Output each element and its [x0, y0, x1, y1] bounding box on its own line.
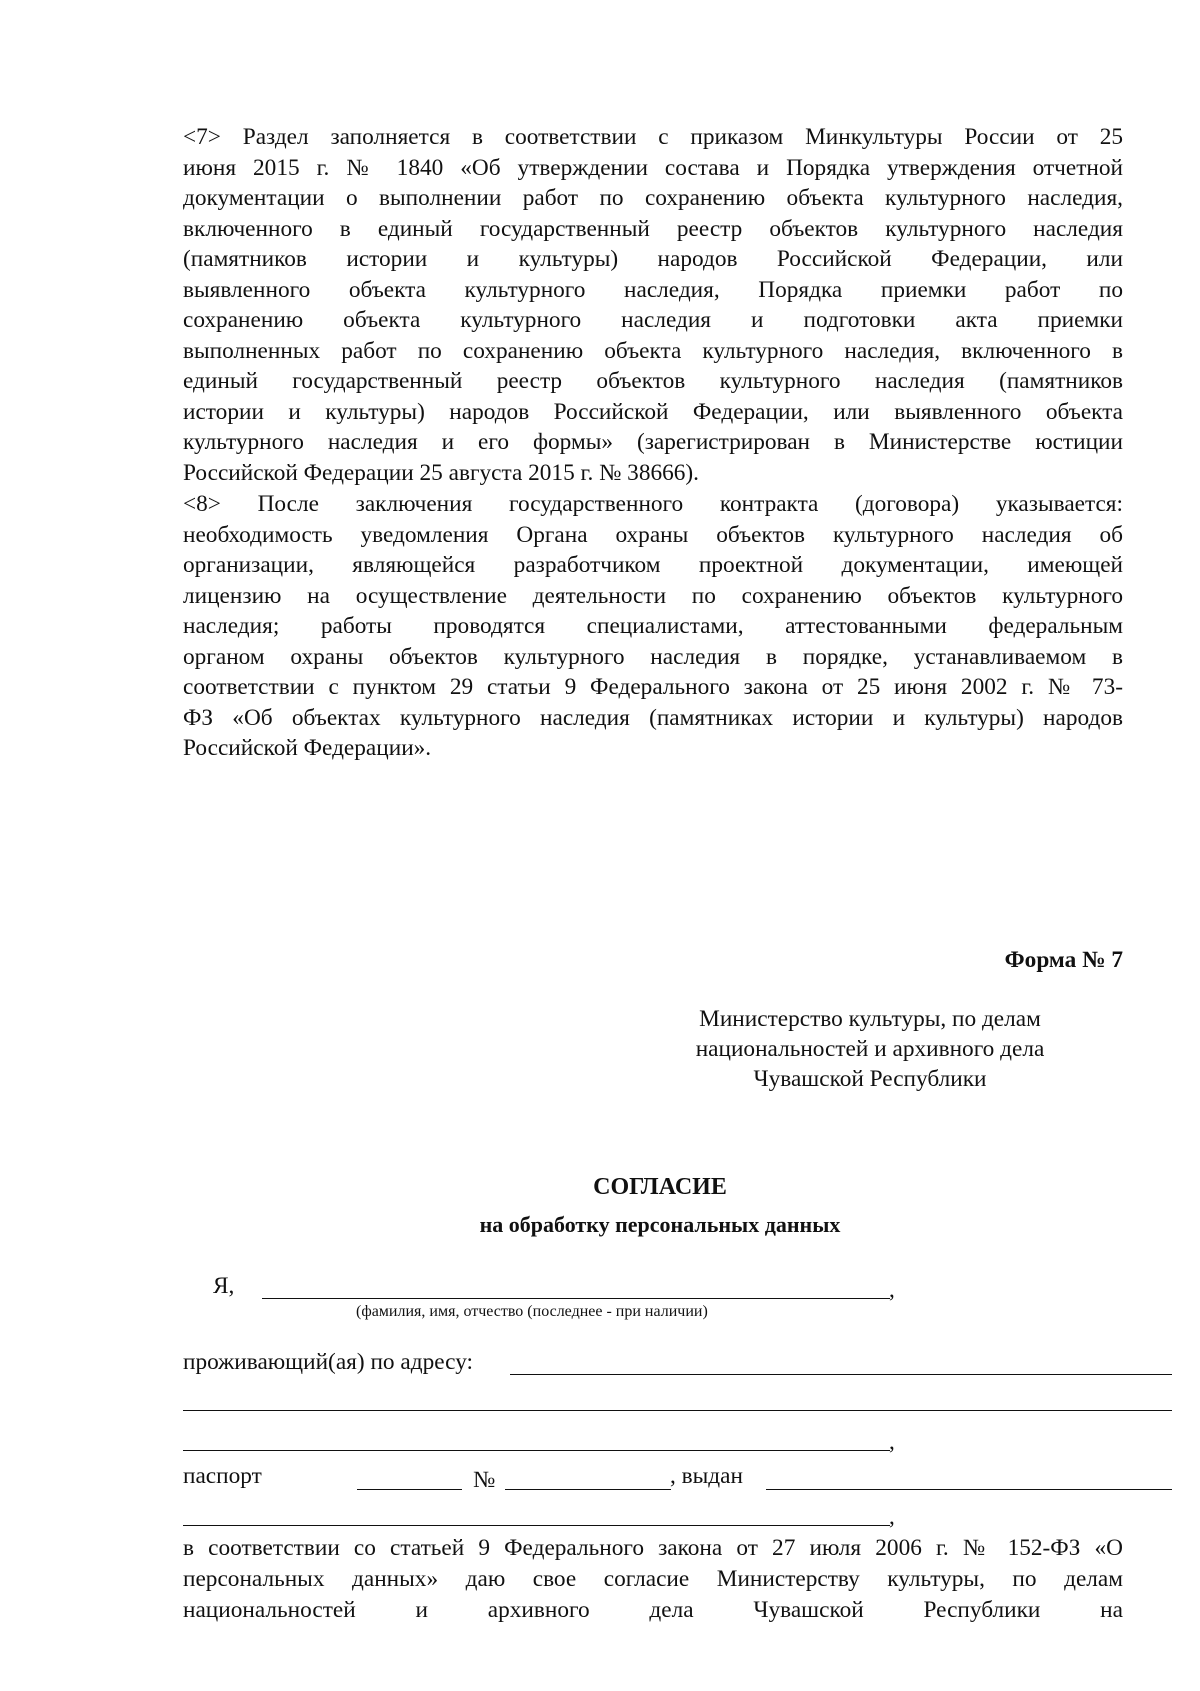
footnote-7-line: включенного в единый государственный реестр объектов культурного наследия — [183, 215, 1123, 242]
footnote-7-line: (памятников истории и культуры) народов Российской Федерации, или — [183, 246, 1123, 272]
footnote-8-line: организации, являющейся разработчиком проектной документации, имеющей — [183, 552, 1123, 578]
footnote-8-line: соответствии с пунктом 29 статьи 9 Федерального закона от 25 июня 2002 г. № 73- — [183, 674, 1123, 700]
passport-number-line[interactable] — [505, 1489, 671, 1490]
comma: , — [889, 1504, 895, 1530]
footnote-7-line: выполненных работ по сохранению объекта культурного наследия, включенного в — [183, 337, 1123, 364]
address-label: проживающий(ая) по адресу: — [183, 1349, 474, 1375]
footnote-7-line: июня 2015 г. № 1840 «Об утверждении состава и Порядка утверждения отчетной — [183, 154, 1123, 181]
footnote-7-line: единый государственный реестр объектов культурного наследия (памятников — [183, 368, 1123, 394]
footnote-7-line: культурного наследия и его формы» (зарегистрирован в Министерстве юстиции — [183, 429, 1123, 455]
addressee-line: Министерство культуры, по делам — [699, 1006, 1041, 1032]
comma: , — [889, 1429, 895, 1455]
footnote-7-line: истории и культуры) народов Российской Федерации, или выявленного объекта — [183, 398, 1123, 425]
footnote-7-line: Российской Федерации 25 августа 2015 г. № 38666). — [183, 459, 699, 486]
issued-by-line-2[interactable] — [183, 1525, 890, 1526]
footnote-7 — [183, 122, 1123, 488]
document-title: СОГЛАСИЕ — [593, 1174, 727, 1200]
passport-label: паспорт — [183, 1463, 262, 1489]
footnote-7-line: документации о выполнении работ по сохранению объекта культурного наследия, — [183, 185, 1123, 211]
footnote-7-line: выявленного объекта культурного наследия, Порядка приемки работ по — [183, 276, 1123, 303]
comma: , — [889, 1277, 895, 1303]
footnote-8-line: органом охраны объектов культурного наследия в порядке, устанавливаемом в — [183, 643, 1123, 670]
addressee-line: Чувашской Республики — [753, 1066, 987, 1092]
footnote-8-line: необходимость уведомления Органа охраны объектов культурного наследия об — [183, 521, 1123, 548]
fullname-line[interactable] — [262, 1298, 890, 1299]
consent-line: национальностей и архивного дела Чувашской Республики на — [183, 1597, 1123, 1623]
number-label: № — [473, 1467, 496, 1493]
form-number: Форма № 7 — [1004, 947, 1123, 973]
i-label: Я, — [213, 1273, 235, 1299]
consent-text — [183, 1533, 1123, 1626]
addressee-block — [670, 1004, 1070, 1094]
addressee-line: национальностей и архивного дела — [695, 1036, 1045, 1062]
name-hint: (фамилия, имя, отчество (последнее - при наличии) — [356, 1303, 708, 1320]
issued-by-line-1[interactable] — [766, 1489, 1172, 1490]
document-subtitle: на обработку персональных данных — [479, 1212, 841, 1237]
address-line-3[interactable] — [183, 1450, 890, 1451]
footnote-7-line: сохранению объекта культурного наследия и подготовки акта приемки — [183, 307, 1123, 333]
consent-line: в соответствии со статьей 9 Федерального закона от 27 июля 2006 г. № 152-ФЗ «О — [183, 1535, 1123, 1561]
passport-series-line[interactable] — [357, 1489, 462, 1490]
footnote-8-line: Российской Федерации». — [183, 735, 432, 761]
footnote-8-line: лицензию на осуществление деятельности по сохранению объектов культурного — [183, 582, 1123, 609]
footnote-8-line: ФЗ «Об объектах культурного наследия (памятниках истории и культуры) народов — [183, 704, 1123, 731]
issued-label: , выдан — [670, 1463, 743, 1489]
footnote-7-line: <7> Раздел заполняется в соответствии с приказом Минкультуры России от 25 — [183, 124, 1123, 150]
footnote-8-line: наследия; работы проводятся специалистами, аттестованными федеральным — [183, 613, 1123, 639]
footnote-8-line: <8> После заключения государственного контракта (договора) указывается: — [183, 491, 1123, 517]
address-line-1[interactable] — [510, 1374, 1172, 1375]
consent-line: персональных данных» даю свое согласие Министерству культуры, по делам — [183, 1566, 1123, 1592]
footnote-8 — [183, 489, 1123, 764]
address-line-2[interactable] — [183, 1410, 1172, 1411]
